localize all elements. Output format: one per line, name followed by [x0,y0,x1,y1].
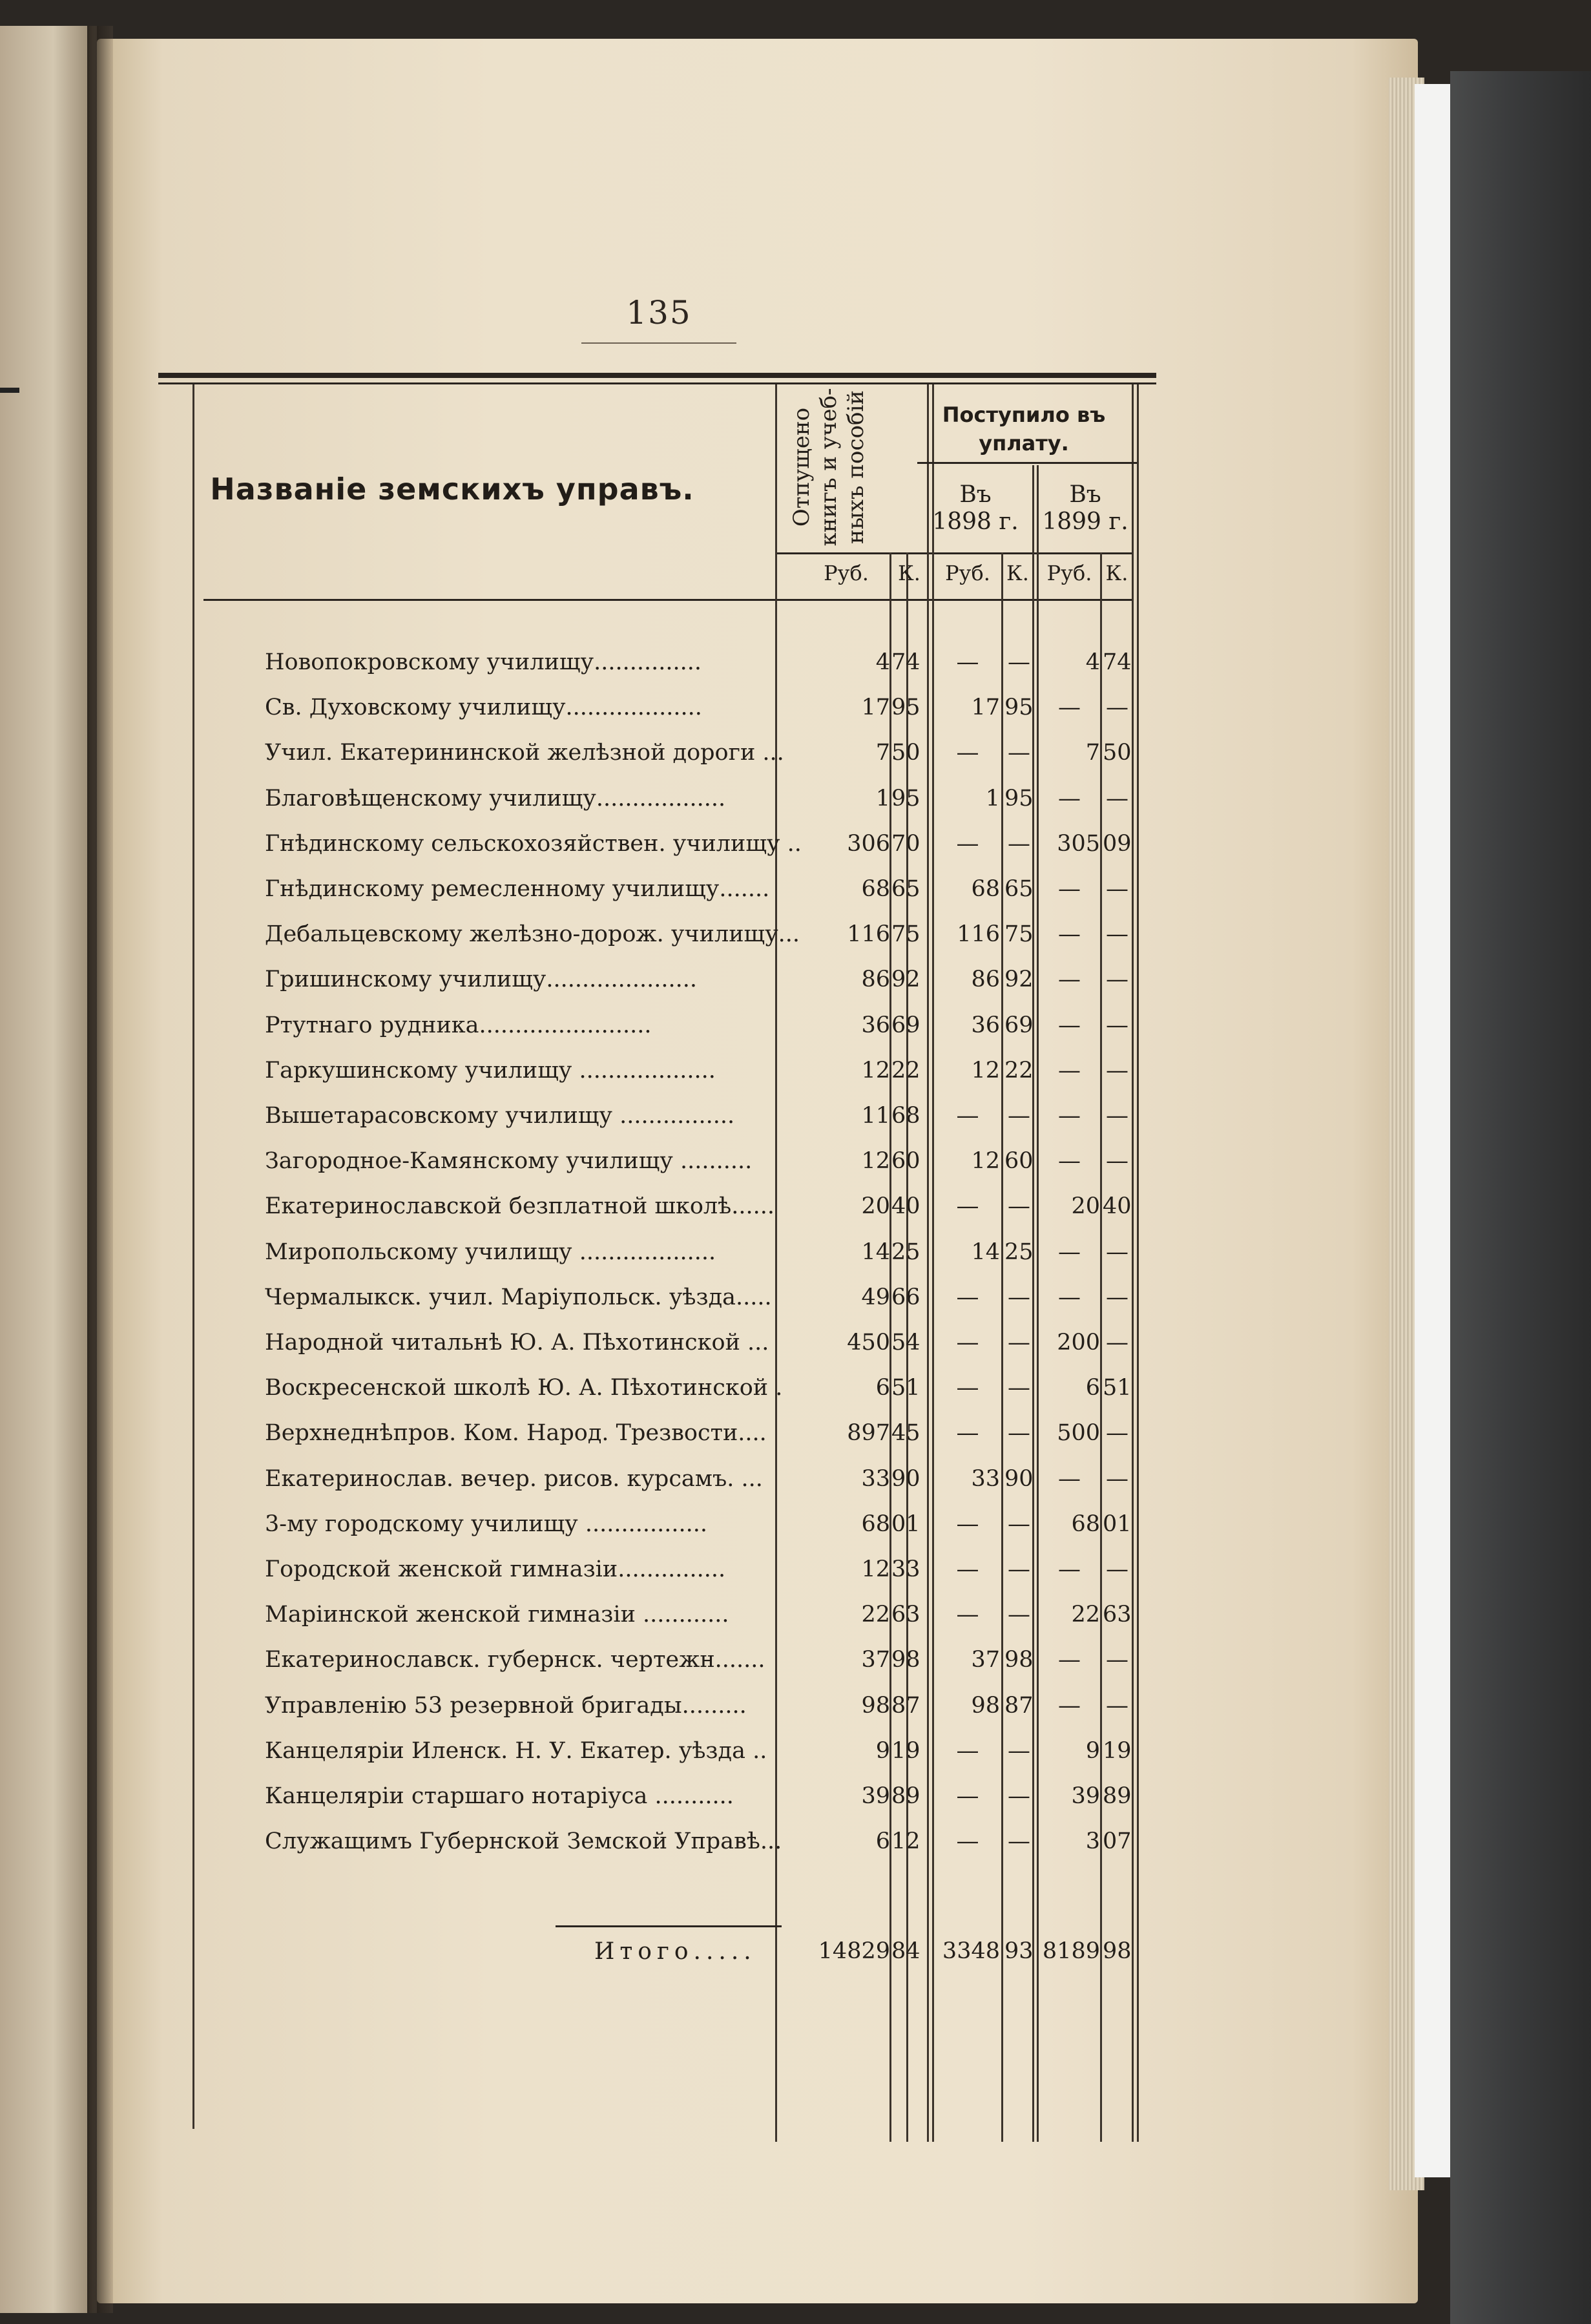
1899-rub: — [1058,876,1081,902]
1899-rub: — [1058,1057,1081,1083]
row-name: Гнѣдинскому сельскохозяйствен. училищу .. [265,830,802,857]
1898-rub: 14 [971,1239,1000,1265]
1898-kop: 95 [1004,695,1034,721]
1899-rub: 22 [1071,1602,1100,1628]
1898-rub: — [956,1193,979,1220]
table-body-rule [203,599,1134,601]
header-name: Названіе земскихъ управъ. [210,472,694,507]
1898-kop: — [1008,740,1030,766]
1899-rub: — [1058,1647,1081,1673]
1899-rub: 20 [1071,1193,1100,1220]
sent-rub: 68 [861,876,890,902]
row-name: Учил. Екатерининской желѣзной дороги ... [265,740,784,766]
1899-kop: 19 [1103,1737,1132,1764]
1898-rub: 36 [971,1012,1000,1038]
1898-rub: — [956,1284,979,1310]
sent-rub: 6 [875,1828,890,1855]
row-name: 3-му городскому училищу ................. [265,1511,707,1537]
row-name: Новопокровскому училищу............... [265,649,702,675]
1898-rub: — [956,649,979,675]
1898-rub: 12 [971,1057,1000,1083]
table-row [0,1284,1292,1330]
sent-rub: 12 [861,1556,890,1582]
1898-rub: 33 [971,1465,1000,1492]
row-name: Благовѣщенскому училищу.................. [265,785,726,811]
total-rule [556,1925,782,1927]
1898-kop: 65 [1004,876,1034,902]
table-top-rule-thin [158,382,1156,384]
1899-kop: 09 [1103,830,1132,857]
sent-kop: 89 [891,1783,920,1809]
row-name: Св. Духовскому училищу................... [265,695,702,721]
1899-kop: 63 [1103,1602,1132,1628]
sent-kop: 66 [891,1284,920,1310]
1899-rub: — [1058,695,1081,721]
1899-rub: — [1058,1556,1081,1582]
1899-kop: — [1106,785,1128,811]
row-name: Канцеляріи старшаго нотаріуса ........... [265,1783,734,1809]
row-name: Ртутнаго рудника........................ [265,1012,652,1038]
unit-rub: Руб. [824,561,869,585]
row-name: Миропольскому училищу ................... [265,1239,716,1265]
sent-rub: 7 [875,740,890,766]
1899-rub: — [1058,967,1081,993]
1899-rub: — [1058,1148,1081,1175]
sent-kop: 75 [891,921,920,948]
sent-rub: 12 [861,1148,890,1175]
table-row [0,1693,1292,1738]
1898-kop: 92 [1004,967,1034,993]
sent-rub: 11 [861,1103,890,1129]
sent-rub: 68 [861,1511,890,1537]
sent-rub: 9 [875,1737,890,1764]
sent-kop: 22 [891,1057,920,1083]
sent-kop: 33 [891,1556,920,1582]
1899-kop: — [1106,1012,1128,1038]
table-row [0,740,1292,785]
1898-kop: — [1008,1511,1030,1537]
sent-rub: 98 [861,1692,890,1719]
row-name: Дебальцевскому желѣзно-дорож. училищу... [265,921,800,948]
1898-kop: — [1008,830,1030,857]
1899-kop: — [1106,967,1128,993]
1899-rub: — [1058,1239,1081,1265]
table-row [0,1239,1292,1284]
table-row [0,1375,1292,1420]
1899-kop: — [1106,1556,1128,1582]
table-row [0,1420,1292,1465]
1898-rub: 68 [971,876,1000,902]
sent-rub: 22 [861,1602,890,1628]
row-name: Служащимъ Губернской Земской Управѣ... [265,1828,782,1855]
1899-kop: 07 [1103,1828,1132,1855]
total-1898-kop: 93 [1004,1938,1034,1964]
total-sent-rub: 14829 [818,1938,890,1964]
1899-kop: 89 [1103,1783,1132,1809]
row-name: Народной читальнѣ Ю. А. Пѣхотинской ... [265,1330,769,1356]
table-row [0,1012,1292,1058]
1898-rub: 98 [971,1692,1000,1719]
1898-kop: 22 [1004,1057,1034,1083]
1898-rub: 116 [957,921,1000,948]
sent-kop: 01 [891,1511,920,1537]
table-top-rule [158,373,1156,378]
1899-kop: — [1106,1057,1128,1083]
1898-kop: 69 [1004,1012,1034,1038]
1899-rub: 6 [1085,1375,1100,1401]
1899-kop: — [1106,1284,1128,1310]
1898-kop: — [1008,649,1030,675]
1899-rub: 4 [1085,649,1100,675]
sent-kop: 95 [891,695,920,721]
1899-rub: 3 [1085,1828,1100,1855]
page-number: 135 [626,294,692,331]
sent-kop: 50 [891,740,920,766]
1899-kop: — [1106,695,1128,721]
sent-kop: 54 [891,1330,920,1356]
1899-kop: — [1106,1148,1128,1175]
sent-kop: 98 [891,1647,920,1673]
1898-kop: 95 [1004,785,1034,811]
table-row [0,921,1292,967]
page-number-rule [581,342,736,344]
table-row [0,831,1292,876]
sent-kop: 65 [891,876,920,902]
table-row [0,649,1292,695]
sent-rub: 6 [875,1375,890,1401]
1898-rub: — [956,1375,979,1401]
sent-kop: 12 [891,1828,920,1855]
1899-rub: — [1058,1465,1081,1492]
total-1898-rub: 3348 [942,1938,1000,1964]
row-name: Гнѣдинскому ремесленному училищу....... [265,876,770,902]
1898-kop: 25 [1004,1239,1034,1265]
1898-kop: — [1008,1783,1030,1809]
1899-rub: — [1058,1692,1081,1719]
row-name: Маріинской женской гимназіи ............ [265,1602,729,1628]
row-name: Екатеринослав. вечер. рисов. курсамъ. ... [265,1465,763,1492]
table-row [0,1193,1292,1239]
unit-kop: К. [898,561,920,585]
table-row [0,967,1292,1012]
1898-rub: — [956,740,979,766]
sent-kop: 69 [891,1012,920,1038]
1899-kop: — [1106,1465,1128,1492]
row-name: Екатеринославск. губернск. чертежн....... [265,1647,765,1673]
1899-rub: 200 [1057,1330,1100,1356]
row-name: Загородное-Камянскому училищу .......... [265,1148,753,1175]
left-page-mark [0,388,19,393]
1899-kop: 74 [1103,649,1132,675]
table-row [0,1058,1292,1103]
table-row [0,1466,1292,1511]
1898-kop: — [1008,1193,1030,1220]
table-row [0,786,1292,831]
unit-rub: Руб. [1046,561,1092,585]
sent-rub: 20 [861,1193,890,1220]
right-sheet [1415,84,1450,2177]
sent-kop: 68 [891,1103,920,1129]
table-row [0,1602,1292,1647]
sent-rub: 306 [847,830,890,857]
1898-kop: — [1008,1602,1030,1628]
table-row [0,1828,1292,1874]
1898-rub: — [956,1511,979,1537]
table-row [0,695,1292,740]
row-name: Екатеринославской безплатной школѣ...... [265,1193,775,1220]
1898-rub: — [956,1602,979,1628]
total-1899-kop: 98 [1103,1938,1132,1964]
header-received: Поступило въ уплату. [942,403,1106,455]
1899-kop: 50 [1103,740,1132,766]
table-row [0,1556,1292,1602]
1898-kop: 90 [1004,1465,1034,1492]
1899-rub: — [1058,1012,1081,1038]
sent-kop: 95 [891,785,920,811]
row-name: Городской женской гимназіи............... [265,1556,726,1582]
1898-rub: 1 [985,785,1000,811]
1899-rub: — [1058,921,1081,948]
1898-kop: — [1008,1737,1030,1764]
table-row [0,1738,1292,1783]
total-sent-kop: 84 [891,1938,920,1964]
1899-kop: 51 [1103,1375,1132,1401]
1898-rub: 37 [971,1647,1000,1673]
sent-kop: 90 [891,1465,920,1492]
sent-rub: 14 [861,1239,890,1265]
table-row [0,1148,1292,1193]
sent-kop: 19 [891,1737,920,1764]
1899-rub: — [1058,785,1081,811]
1899-kop: — [1106,1420,1128,1447]
sent-kop: 40 [891,1193,920,1220]
sent-kop: 45 [891,1420,920,1447]
1898-rub: 12 [971,1148,1000,1175]
unit-rub: Руб. [945,561,990,585]
1898-kop: — [1008,1103,1030,1129]
table-row [0,1783,1292,1828]
1899-kop: — [1106,1330,1128,1356]
sent-rub: 39 [861,1783,890,1809]
1898-rub: — [956,1737,979,1764]
total-1899-rub: 8189 [1042,1938,1100,1964]
row-name: Управленію 53 резервной бригады......... [265,1692,747,1719]
1898-kop: 87 [1004,1692,1034,1719]
1899-rub: 68 [1071,1511,1100,1537]
1899-rub: — [1058,1103,1081,1129]
table-row [0,1647,1292,1692]
table-row [0,1103,1292,1148]
1898-rub: — [956,830,979,857]
1899-kop: — [1106,1692,1128,1719]
row-name: Воскресенской школѣ Ю. А. Пѣхотинской . [265,1375,783,1401]
header-year-1898: Въ 1898 г. [932,481,1019,535]
1898-rub: — [956,1828,979,1855]
1899-rub: — [1058,1284,1081,1310]
sent-rub: 450 [847,1330,890,1356]
unit-kop: К. [1006,561,1029,585]
unit-header-rule [775,552,1134,554]
1899-rub: 39 [1071,1783,1100,1809]
sent-kop: 25 [891,1239,920,1265]
1899-kop: — [1106,921,1128,948]
sent-rub: 1 [875,785,890,811]
row-name: Верхнеднѣпров. Ком. Народ. Трезвости.... [265,1420,767,1447]
sent-rub: 4 [875,649,890,675]
total-label: Итого..... [594,1938,756,1965]
1898-rub: 86 [971,967,1000,993]
row-name: Вышетарасовскому училищу ................ [265,1103,735,1129]
table-row [0,1330,1292,1375]
1899-kop: — [1106,1239,1128,1265]
1898-kop: 75 [1004,921,1034,948]
1899-rub: 9 [1085,1737,1100,1764]
1898-rub: — [956,1330,979,1356]
sent-kop: 63 [891,1602,920,1628]
received-header-rule [917,462,1137,464]
sent-kop: 74 [891,649,920,675]
sent-rub: 17 [861,695,890,721]
1899-kop: 40 [1103,1193,1132,1220]
header-sent: Отпущено книгъ и учеб- ныхъ пособій [788,388,869,546]
table-row [0,876,1292,921]
1899-rub: 305 [1057,830,1100,857]
1898-rub: 17 [971,695,1000,721]
book-cover [1450,71,1591,2324]
1898-rub: — [956,1420,979,1447]
1899-kop: — [1106,876,1128,902]
row-name: Гаркушинскому училищу ................... [265,1057,716,1083]
1898-kop: 60 [1004,1148,1034,1175]
1899-kop: 01 [1103,1511,1132,1537]
total-row [0,1938,1292,1984]
row-name: Канцеляріи Иленск. Н. У. Екатер. уѣзда .. [265,1737,767,1764]
sent-kop: 92 [891,967,920,993]
unit-kop: К. [1105,561,1128,585]
sent-rub: 37 [861,1647,890,1673]
1898-kop: — [1008,1330,1030,1356]
sent-rub: 36 [861,1012,890,1038]
table-row [0,1511,1292,1556]
sent-rub: 33 [861,1465,890,1492]
1899-kop: — [1106,1647,1128,1673]
1898-rub: — [956,1783,979,1809]
sent-kop: 70 [891,830,920,857]
sent-kop: 87 [891,1692,920,1719]
1898-kop: — [1008,1284,1030,1310]
sent-rub: 897 [847,1420,890,1447]
sent-kop: 51 [891,1375,920,1401]
1899-rub: 7 [1085,740,1100,766]
header-year-1899: Въ 1899 г. [1042,481,1128,535]
1899-rub: 500 [1057,1420,1100,1447]
1898-kop: — [1008,1828,1030,1855]
1898-kop: — [1008,1375,1030,1401]
sent-kop: 60 [891,1148,920,1175]
1899-kop: — [1106,1103,1128,1129]
1898-kop: 98 [1004,1647,1034,1673]
sent-rub: 116 [847,921,890,948]
1898-rub: — [956,1556,979,1582]
row-name: Гришинскому училищу..................... [265,967,697,993]
1898-rub: — [956,1103,979,1129]
sent-rub: 12 [861,1057,890,1083]
row-name: Чермалыкск. учил. Маріупольск. уѣзда..... [265,1284,772,1310]
1898-kop: — [1008,1420,1030,1447]
sent-rub: 86 [861,967,890,993]
1898-kop: — [1008,1556,1030,1582]
sent-rub: 49 [861,1284,890,1310]
